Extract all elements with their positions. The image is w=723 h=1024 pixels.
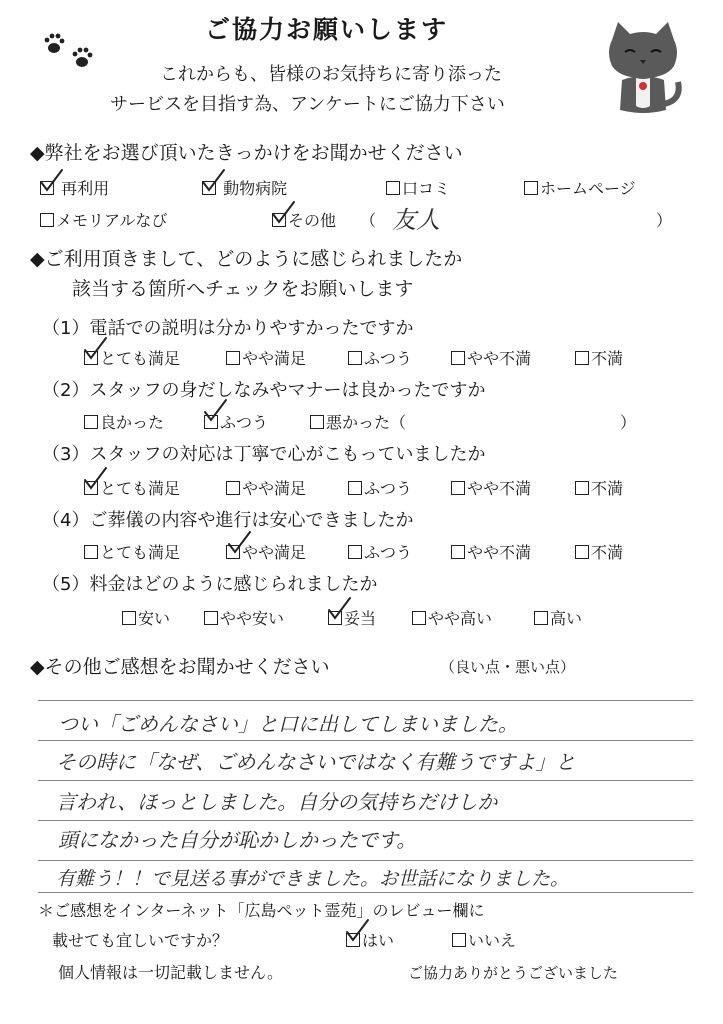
q2-paren-close: ） (620, 413, 637, 432)
paw-prints-icon (42, 30, 100, 74)
checkbox[interactable] (310, 415, 324, 429)
option-label: やや満足 (242, 349, 307, 368)
comment-ruled-line (38, 740, 693, 741)
q3-option-dissatisfied[interactable] (575, 476, 623, 499)
option-label: やや安い (220, 609, 285, 628)
q5-option-reasonable[interactable] (328, 606, 376, 629)
q1-option-dissatisfied[interactable] (575, 346, 623, 369)
option-label: やや不満 (467, 479, 532, 498)
subtitle-line-2: サービスを目指す為、アンケートにご協力下さい (110, 94, 505, 115)
option-label: 動物病院 (223, 179, 288, 198)
option-label: 良かった (100, 413, 165, 432)
checkbox[interactable] (226, 481, 240, 495)
question-3-label: （3）スタッフの対応は丁寧で心がこもっていましたか (42, 444, 486, 465)
checkbox[interactable] (226, 545, 240, 559)
privacy-note: 個人情報は一切記載しません。 (58, 963, 283, 982)
checkbox[interactable] (575, 481, 589, 495)
q1-option-somewhat-satisfied[interactable] (226, 346, 306, 369)
checkbox[interactable] (451, 545, 465, 559)
section-1-heading: ◆弊社をお選び頂いたきっかけをお聞かせください (30, 142, 463, 164)
review-option-no[interactable] (452, 928, 516, 951)
comment-line-5[interactable]: 有難う！！で見送る事ができました。お世話になりました。 (56, 868, 570, 890)
other-paren-open: （ (360, 211, 377, 230)
option-label: その他 (288, 211, 337, 230)
option-label: ふつう (220, 413, 269, 432)
comment-line-2[interactable]: その時に「なぜ、ごめんなさいではなく有難うですよ」と (56, 750, 576, 774)
checkbox[interactable] (122, 611, 136, 625)
option-label: やや不満 (467, 543, 532, 562)
checkbox[interactable] (451, 481, 465, 495)
option-label: ふつう (364, 479, 413, 498)
checkbox[interactable] (40, 181, 54, 195)
checkbox[interactable] (386, 181, 400, 195)
section-3-heading-note: （良い点・悪い点） (440, 658, 576, 676)
q2-option-good[interactable] (84, 410, 164, 433)
checkbox[interactable] (328, 611, 342, 625)
q3-option-somewhat-satisfied[interactable] (226, 476, 306, 499)
option-label: 再利用 (61, 179, 110, 198)
option-label: とても満足 (100, 543, 181, 562)
option-label: 高い (550, 609, 583, 628)
checkbox[interactable] (202, 181, 216, 195)
checkbox[interactable] (524, 181, 538, 195)
question-2-label: （2）スタッフの身だしなみやマナーは良かったですか (42, 380, 486, 401)
checkbox[interactable] (575, 545, 589, 559)
page-title: ご協力お願いします (205, 15, 449, 44)
checkbox[interactable] (226, 351, 240, 365)
q1-option-very-satisfied[interactable] (84, 346, 180, 369)
option-label: ふつう (364, 543, 413, 562)
checkbox[interactable] (40, 213, 54, 227)
checkbox[interactable] (84, 351, 98, 365)
q2-option-neutral[interactable] (204, 410, 268, 433)
comment-line-3[interactable]: 言われ、ほっとしました。自分の気持ちだけしか (56, 790, 498, 814)
option-label: 不満 (591, 349, 624, 368)
comment-ruled-line (38, 820, 693, 821)
q2-option-bad[interactable] (310, 410, 406, 433)
option-label: 不満 (591, 479, 624, 498)
comment-ruled-line (38, 780, 693, 781)
comment-line-1[interactable]: つい「ごめんなさい」と口に出してしまいました。 (58, 712, 518, 736)
option-label: いいえ (468, 931, 517, 950)
checkbox[interactable] (204, 415, 218, 429)
other-answer-handwritten[interactable]: 友人 (392, 206, 440, 234)
checkbox[interactable] (534, 611, 548, 625)
checkbox[interactable] (84, 481, 98, 495)
q5-option-cheap[interactable] (122, 606, 170, 629)
option-label: メモリアルなび (56, 211, 168, 230)
option-word-of-mouth[interactable] (386, 176, 450, 199)
section-2-heading: ◆ご利用頂きまして、どのように感じられましたか (30, 248, 463, 270)
checkbox[interactable] (452, 933, 466, 947)
option-label: とても満足 (100, 479, 181, 498)
comment-ruled-line (38, 700, 693, 701)
checkbox[interactable] (272, 213, 286, 227)
q3-option-neutral[interactable] (348, 476, 412, 499)
q5-option-somewhat-cheap[interactable] (204, 606, 284, 629)
checkbox[interactable] (84, 415, 98, 429)
option-label: やや満足 (242, 479, 307, 498)
checkbox[interactable] (348, 351, 362, 365)
option-label: 悪かった（ (326, 413, 407, 432)
checkbox[interactable] (575, 351, 589, 365)
option-label: 不満 (591, 543, 624, 562)
q3-option-very-satisfied[interactable] (84, 476, 180, 499)
checkbox[interactable] (346, 933, 360, 947)
thank-you-note: ご協力ありがとうございました (408, 964, 619, 982)
option-label: 口コミ (402, 179, 451, 198)
comment-ruled-line (38, 860, 693, 861)
q4-option-very-satisfied[interactable] (84, 540, 180, 563)
option-label: やや満足 (242, 543, 307, 562)
q4-option-somewhat-dissatisfied[interactable] (451, 540, 531, 563)
q1-option-somewhat-dissatisfied[interactable] (451, 346, 531, 369)
checkbox[interactable] (348, 481, 362, 495)
q5-option-expensive[interactable] (534, 606, 582, 629)
question-1-label: （1）電話での説明は分かりやすかったですか (42, 318, 414, 339)
option-reuse[interactable] (40, 176, 109, 199)
review-option-yes[interactable] (346, 928, 394, 951)
option-label: ホームページ (540, 179, 636, 198)
checkbox[interactable] (348, 545, 362, 559)
other-paren-close: ） (656, 211, 673, 230)
option-other[interactable] (272, 208, 336, 231)
option-memorial-navi[interactable] (40, 208, 167, 231)
option-label: ふつう (364, 349, 413, 368)
comment-line-4[interactable]: 頭になかった自分が恥かしかったです。 (58, 828, 417, 852)
option-label: 安い (138, 609, 171, 628)
section-2-subheading: 該当する箇所へチェックをお願いします (72, 278, 414, 300)
question-5-label: （5）料金はどのように感じられましたか (42, 574, 378, 595)
q1-option-neutral[interactable] (348, 346, 412, 369)
checkbox[interactable] (451, 351, 465, 365)
subtitle-line-1: これからも、皆様のお気持ちに寄り添った (160, 64, 502, 85)
q4-option-dissatisfied[interactable] (575, 540, 623, 563)
option-label: はい (362, 931, 395, 950)
section-3-heading: ◆その他ご感想をお聞かせください (30, 656, 330, 678)
q3-option-somewhat-dissatisfied[interactable] (451, 476, 531, 499)
q4-option-somewhat-satisfied[interactable] (226, 540, 306, 563)
q4-option-neutral[interactable] (348, 540, 412, 563)
option-label: とても満足 (100, 349, 181, 368)
option-label: 妥当 (344, 609, 377, 628)
option-label: やや高い (428, 609, 493, 628)
checkbox[interactable] (84, 545, 98, 559)
option-animal-hospital[interactable] (202, 176, 287, 199)
review-permission-question: ＊ご感想をインターネット「広島ペット霊苑」のレビュー欄に (38, 901, 485, 920)
cat-mascot-icon (600, 20, 686, 116)
checkbox[interactable] (204, 611, 218, 625)
question-4-label: （4）ご葬儀の内容や進行は安心できましたか (42, 510, 414, 531)
option-homepage[interactable] (524, 176, 636, 199)
checkbox[interactable] (412, 611, 426, 625)
option-label: やや不満 (467, 349, 532, 368)
review-permission-question-2: 載せても宜しいですか？ (52, 931, 229, 950)
q5-option-somewhat-expensive[interactable] (412, 606, 492, 629)
comment-ruled-line (38, 892, 693, 893)
